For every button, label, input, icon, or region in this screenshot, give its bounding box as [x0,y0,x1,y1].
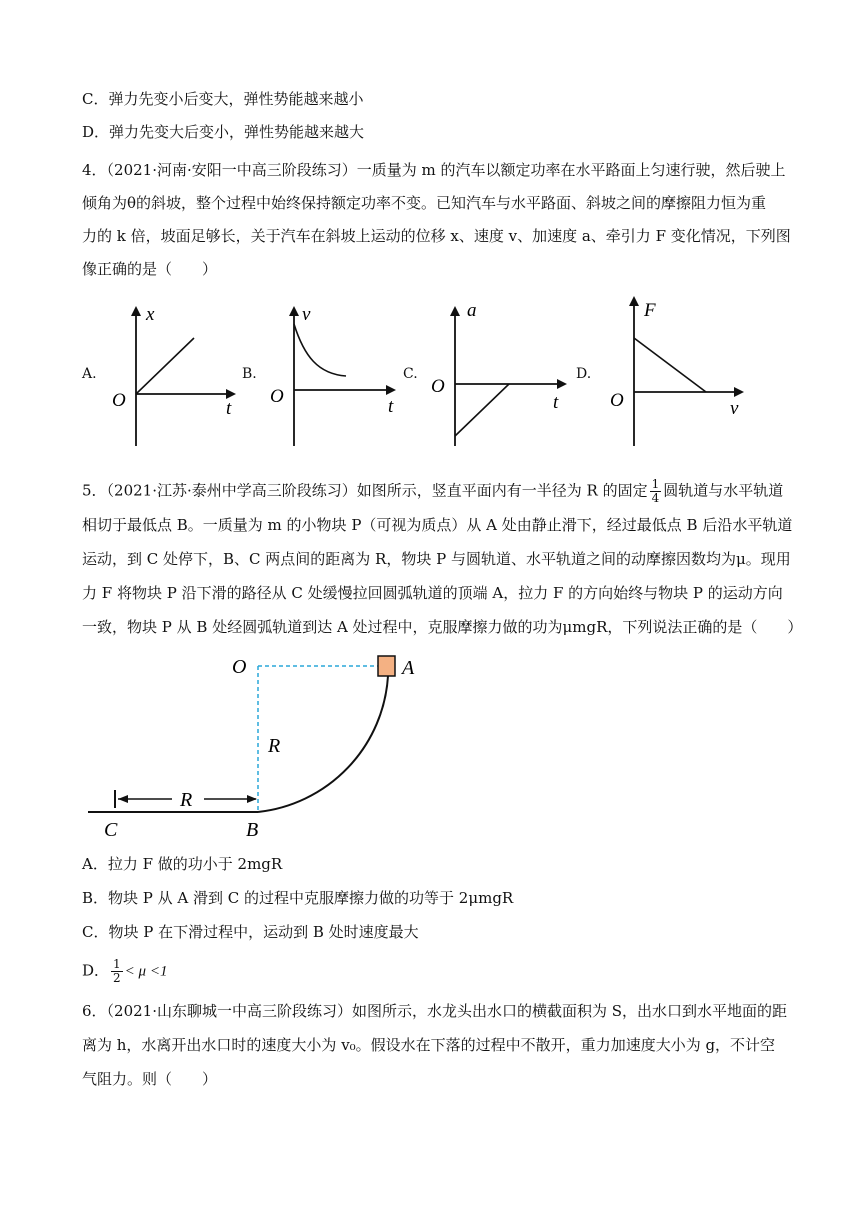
q5-option-b: B．物块 P 从 A 滑到 C 的过程中克服摩擦力做的功等于 2μmgR [82,889,514,907]
a-t-line [455,384,509,436]
block-p [378,656,395,676]
y-axis-label: v [302,304,311,325]
q4-graph-c [427,296,567,456]
q5-option-d-label: D． [82,961,110,980]
x-axis-label: t [388,396,394,417]
x-axis-label: v [730,398,739,419]
origin-label: O [270,386,284,407]
q6-stem-line-1: 6．（2021·山东聊城一中高三阶段练习）如图所示，水龙头出水口的横截面积为 S，出水口到水平地面的距 [82,1002,788,1020]
q4-graph-d [608,296,748,456]
q5-stem-line-1b: 圆轨道与水平轨道 [663,481,784,500]
label-a: A [402,657,415,679]
q4-option-c-label: C. [403,366,418,382]
origin-label: O [431,376,445,397]
q3-option-d: D．弹力先变大后变小，弹性势能越来越大 [82,123,365,141]
q5-stem-line-2: 相切于最低点 B。一质量为 m 的小物块 P（可视为质点）从 A 处由静止滑下，经过最低点 B 后沿水平轨道 [82,516,793,534]
q6-stem-line-3: 气阻力。则（ ） [82,1070,218,1088]
q5-option-c: C．物块 P 在下滑过程中，运动到 B 处时速度最大 [82,923,419,941]
q5-option-d [82,958,167,985]
label-c: C [104,819,118,841]
origin-label: O [112,390,126,411]
q5-stem-line-3: 运动，到 C 处停下，B、C 两点间的距离为 R，物块 P 与圆轨道、水平轨道之间的动摩擦因数均为μ。现用 [82,550,791,568]
x-axis-label: t [226,398,232,419]
q4-option-b-label: B. [242,366,257,382]
quarter-fraction [650,478,662,505]
v-t-curve [294,324,346,376]
x-axis-label: t [553,392,559,413]
q4-stem-line-3: 力的 k 倍，坡面足够长，关于汽车在斜坡上运动的位移 x、速度 v、加速度 a、牵引力 F 变化情况，下列图 [82,227,791,245]
label-o: O [232,656,247,678]
q5-track-figure [80,648,440,848]
q5-stem-line-4: 力 F 将物块 P 沿下滑的路径从 C 处缓慢拉回圆弧轨道的顶端 A，拉力 F 的方向始终与物块 P 的运动方向 [82,584,783,602]
label-b: B [246,819,259,841]
y-axis-label: x [146,304,155,325]
q4-stem-line-4: 像正确的是（ ） [82,260,218,278]
x-t-line [136,338,194,394]
q5-stem-line-1 [82,478,782,505]
q5-option-d-inequality: < μ <1 [124,963,168,980]
origin-label: O [610,390,624,411]
label-r-horizontal: R [180,789,193,811]
q4-option-d-label: D. [576,366,592,382]
q4-graph-b [266,296,406,456]
fraction-numerator: 1 [113,957,121,971]
label-r-vertical: R [268,735,281,757]
q4-graph-a [106,296,246,456]
half-fraction [111,958,123,985]
q3-option-c: C．弹力先变小后变大，弹性势能越来越小 [82,90,364,108]
f-v-line [634,338,706,392]
y-axis-label: F [644,300,656,321]
q4-stem-line-1: 4．（2021·河南·安阳一中高三阶段练习）一质量为 m 的汽车以额定功率在水平路面上匀速行驶，然后驶上 [82,161,786,179]
q5-stem-line-1a: 5．（2021·江苏·泰州中学高三阶段练习）如图所示，竖直平面内有一半径为 R 的固定 [82,481,648,500]
q5-option-a: A．拉力 F 做的功小于 2mgR [82,855,283,873]
fraction-denominator: 4 [651,491,660,505]
fraction-numerator: 1 [651,477,660,491]
fraction-denominator: 2 [113,971,121,985]
q4-option-a-label: A. [82,366,97,382]
q4-stem-line-2: 倾角为θ的斜坡，整个过程中始终保持额定功率不变。已知汽车与水平路面、斜坡之间的摩擦阻力恒为重 [82,194,767,212]
q6-stem-line-2: 离为 h，水离开出水口时的速度大小为 v₀。假设水在下落的过程中不散开，重力加速度大小为 g，不计空 [82,1036,776,1054]
r-arrowhead-left [118,795,128,803]
y-axis-label: a [467,300,477,321]
q5-stem-line-5: 一致，物块 P 从 B 处经圆弧轨道到达 A 处过程中，克服摩擦力做的功为μmgR，下列说法正确的是（ ） [82,618,803,636]
